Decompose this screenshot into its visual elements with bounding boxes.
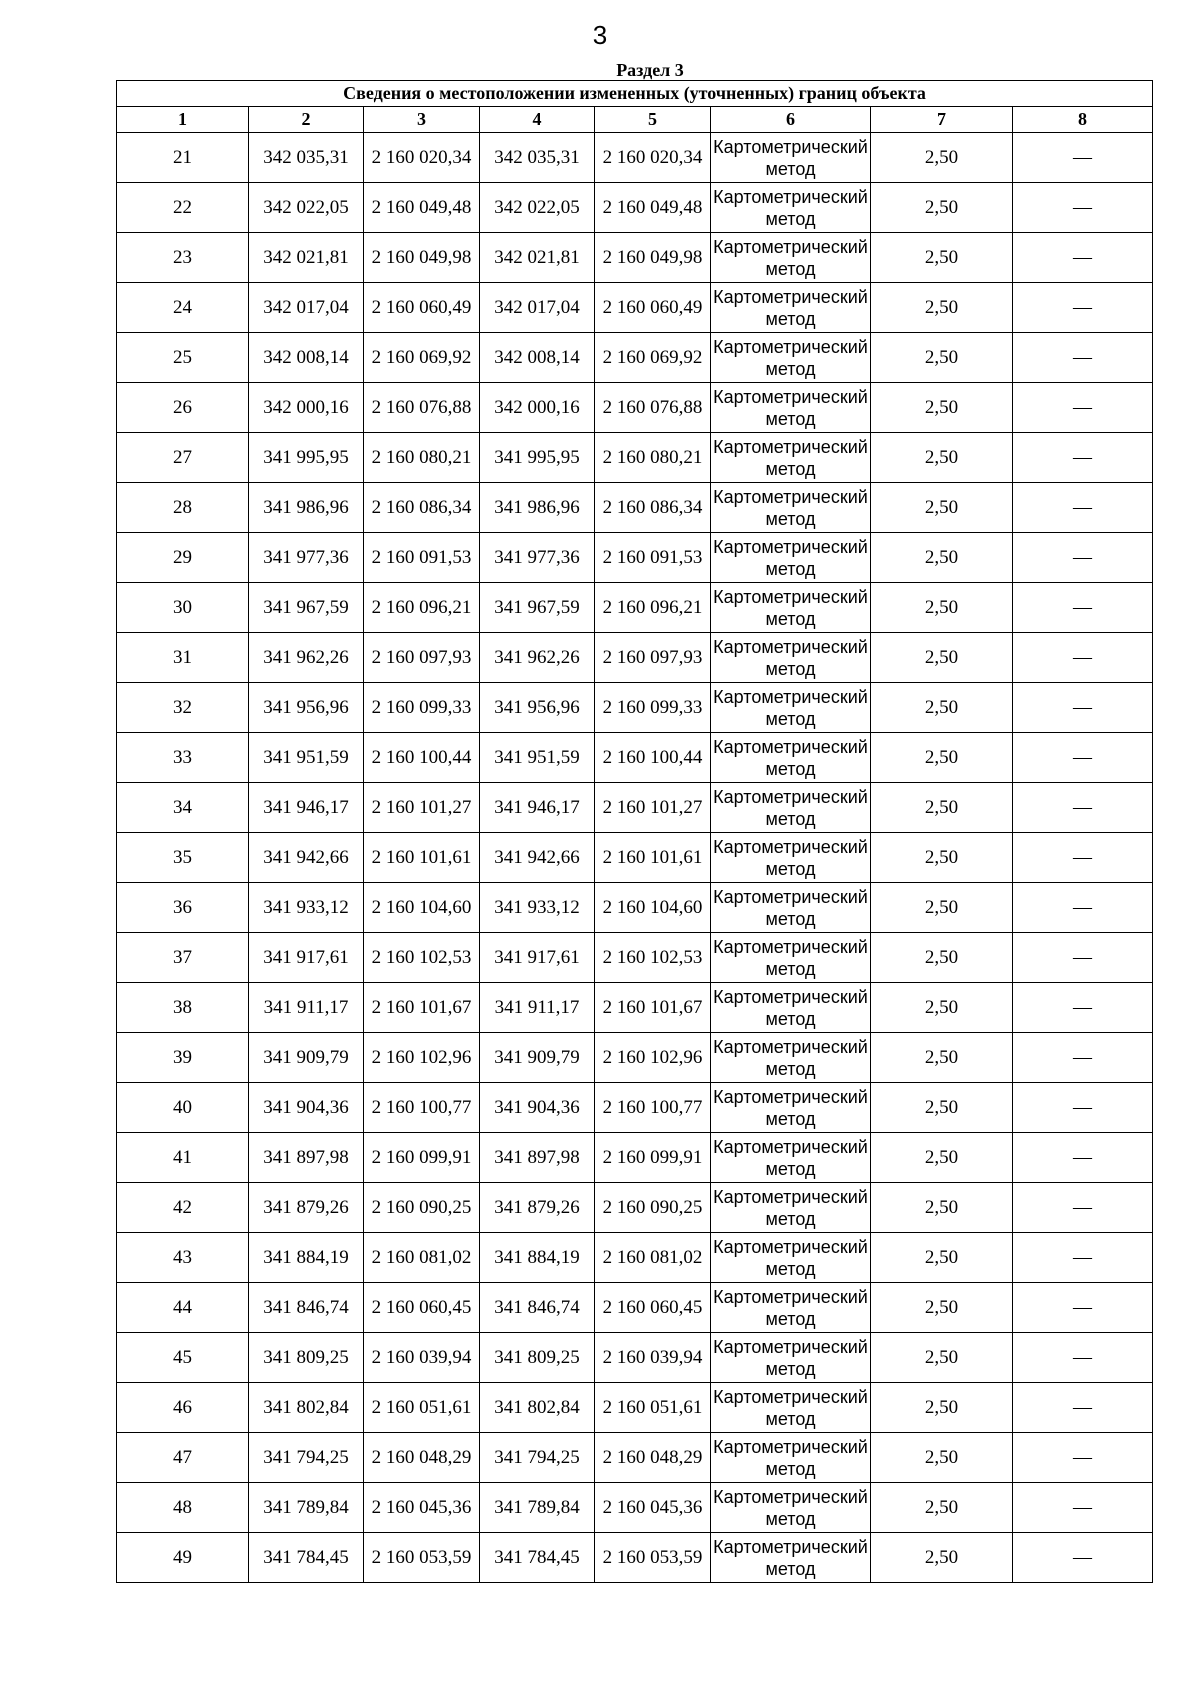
accuracy-cell: 2,50 bbox=[871, 433, 1013, 483]
accuracy-cell: 2,50 bbox=[871, 1483, 1013, 1533]
table-row bbox=[117, 1333, 1153, 1383]
table-row bbox=[117, 633, 1153, 683]
table-row bbox=[117, 183, 1153, 233]
existing-y-cell: 2 160 101,61 bbox=[364, 833, 480, 883]
existing-x-cell: 341 942,66 bbox=[249, 833, 364, 883]
existing-y-cell: 2 160 060,45 bbox=[364, 1283, 480, 1333]
existing-x-cell: 342 022,05 bbox=[249, 183, 364, 233]
existing-x-cell: 341 956,96 bbox=[249, 683, 364, 733]
existing-y-cell: 2 160 049,48 bbox=[364, 183, 480, 233]
refined-y-cell: 2 160 039,94 bbox=[595, 1333, 711, 1383]
refined-x-cell: 341 884,19 bbox=[480, 1233, 595, 1283]
accuracy-cell: 2,50 bbox=[871, 683, 1013, 733]
refined-x-cell: 342 000,16 bbox=[480, 383, 595, 433]
note-cell: — bbox=[1013, 1033, 1153, 1083]
table-row bbox=[117, 933, 1153, 983]
table-row bbox=[117, 883, 1153, 933]
existing-x-cell: 341 802,84 bbox=[249, 1383, 364, 1433]
refined-y-cell: 2 160 049,98 bbox=[595, 233, 711, 283]
existing-y-cell: 2 160 099,33 bbox=[364, 683, 480, 733]
point-number-cell: 23 bbox=[117, 233, 249, 283]
point-number-cell: 46 bbox=[117, 1383, 249, 1433]
refined-x-cell: 341 784,45 bbox=[480, 1533, 595, 1583]
accuracy-cell: 2,50 bbox=[871, 1433, 1013, 1483]
point-number-cell: 43 bbox=[117, 1233, 249, 1283]
method-cell: Картометрический метод bbox=[711, 1183, 871, 1233]
note-cell: — bbox=[1013, 1233, 1153, 1283]
method-cell: Картометрический метод bbox=[711, 483, 871, 533]
point-number-cell: 42 bbox=[117, 1183, 249, 1233]
point-number-cell: 33 bbox=[117, 733, 249, 783]
existing-x-cell: 341 933,12 bbox=[249, 883, 364, 933]
point-number-cell: 45 bbox=[117, 1333, 249, 1383]
point-number-cell: 36 bbox=[117, 883, 249, 933]
table-row bbox=[117, 683, 1153, 733]
accuracy-cell: 2,50 bbox=[871, 333, 1013, 383]
existing-x-cell: 341 917,61 bbox=[249, 933, 364, 983]
note-cell: — bbox=[1013, 333, 1153, 383]
method-cell: Картометрический метод bbox=[711, 133, 871, 183]
point-number-cell: 32 bbox=[117, 683, 249, 733]
note-cell: — bbox=[1013, 1083, 1153, 1133]
note-cell: — bbox=[1013, 1533, 1153, 1583]
existing-x-cell: 341 789,84 bbox=[249, 1483, 364, 1533]
note-cell: — bbox=[1013, 233, 1153, 283]
accuracy-cell: 2,50 bbox=[871, 783, 1013, 833]
refined-y-cell: 2 160 101,27 bbox=[595, 783, 711, 833]
refined-x-cell: 341 956,96 bbox=[480, 683, 595, 733]
existing-y-cell: 2 160 086,34 bbox=[364, 483, 480, 533]
refined-y-cell: 2 160 099,91 bbox=[595, 1133, 711, 1183]
refined-x-cell: 341 942,66 bbox=[480, 833, 595, 883]
method-cell: Картометрический метод bbox=[711, 233, 871, 283]
refined-y-cell: 2 160 090,25 bbox=[595, 1183, 711, 1233]
method-cell: Картометрический метод bbox=[711, 1483, 871, 1533]
refined-x-cell: 341 917,61 bbox=[480, 933, 595, 983]
existing-x-cell: 341 911,17 bbox=[249, 983, 364, 1033]
method-cell: Картометрический метод bbox=[711, 183, 871, 233]
point-number-cell: 48 bbox=[117, 1483, 249, 1533]
refined-y-cell: 2 160 101,67 bbox=[595, 983, 711, 1033]
refined-x-cell: 342 022,05 bbox=[480, 183, 595, 233]
table-row bbox=[117, 833, 1153, 883]
point-number-cell: 47 bbox=[117, 1433, 249, 1483]
point-number-cell: 31 bbox=[117, 633, 249, 683]
refined-x-cell: 341 995,95 bbox=[480, 433, 595, 483]
table-row bbox=[117, 1383, 1153, 1433]
accuracy-cell: 2,50 bbox=[871, 233, 1013, 283]
note-cell: — bbox=[1013, 1433, 1153, 1483]
accuracy-cell: 2,50 bbox=[871, 383, 1013, 433]
note-cell: — bbox=[1013, 1483, 1153, 1533]
refined-y-cell: 2 160 099,33 bbox=[595, 683, 711, 733]
point-number-cell: 44 bbox=[117, 1283, 249, 1333]
refined-y-cell: 2 160 051,61 bbox=[595, 1383, 711, 1433]
existing-x-cell: 341 909,79 bbox=[249, 1033, 364, 1083]
refined-y-cell: 2 160 081,02 bbox=[595, 1233, 711, 1283]
note-cell: — bbox=[1013, 633, 1153, 683]
refined-x-cell: 341 933,12 bbox=[480, 883, 595, 933]
existing-y-cell: 2 160 045,36 bbox=[364, 1483, 480, 1533]
refined-y-cell: 2 160 102,96 bbox=[595, 1033, 711, 1083]
refined-y-cell: 2 160 080,21 bbox=[595, 433, 711, 483]
accuracy-cell: 2,50 bbox=[871, 1083, 1013, 1133]
existing-x-cell: 341 962,26 bbox=[249, 633, 364, 683]
method-cell: Картометрический метод bbox=[711, 833, 871, 883]
accuracy-cell: 2,50 bbox=[871, 1333, 1013, 1383]
existing-y-cell: 2 160 090,25 bbox=[364, 1183, 480, 1233]
table-row bbox=[117, 1083, 1153, 1133]
refined-y-cell: 2 160 048,29 bbox=[595, 1433, 711, 1483]
table-caption: Сведения о местоположении измененных (уточненных) границ объекта bbox=[117, 81, 1153, 107]
refined-y-cell: 2 160 102,53 bbox=[595, 933, 711, 983]
refined-x-cell: 342 021,81 bbox=[480, 233, 595, 283]
refined-y-cell: 2 160 096,21 bbox=[595, 583, 711, 633]
refined-x-cell: 341 911,17 bbox=[480, 983, 595, 1033]
existing-y-cell: 2 160 020,34 bbox=[364, 133, 480, 183]
existing-y-cell: 2 160 096,21 bbox=[364, 583, 480, 633]
point-number-cell: 27 bbox=[117, 433, 249, 483]
refined-y-cell: 2 160 053,59 bbox=[595, 1533, 711, 1583]
existing-x-cell: 341 884,19 bbox=[249, 1233, 364, 1283]
method-cell: Картометрический метод bbox=[711, 1033, 871, 1083]
accuracy-cell: 2,50 bbox=[871, 1033, 1013, 1083]
refined-x-cell: 341 962,26 bbox=[480, 633, 595, 683]
accuracy-cell: 2,50 bbox=[871, 1133, 1013, 1183]
existing-x-cell: 342 000,16 bbox=[249, 383, 364, 433]
table-row bbox=[117, 233, 1153, 283]
existing-y-cell: 2 160 091,53 bbox=[364, 533, 480, 583]
method-cell: Картометрический метод bbox=[711, 1133, 871, 1183]
point-number-cell: 25 bbox=[117, 333, 249, 383]
refined-x-cell: 342 017,04 bbox=[480, 283, 595, 333]
existing-x-cell: 341 897,98 bbox=[249, 1133, 364, 1183]
accuracy-cell: 2,50 bbox=[871, 883, 1013, 933]
note-cell: — bbox=[1013, 783, 1153, 833]
existing-x-cell: 342 021,81 bbox=[249, 233, 364, 283]
table-row bbox=[117, 1483, 1153, 1533]
existing-x-cell: 341 809,25 bbox=[249, 1333, 364, 1383]
refined-x-cell: 341 977,36 bbox=[480, 533, 595, 583]
existing-x-cell: 342 008,14 bbox=[249, 333, 364, 383]
existing-y-cell: 2 160 053,59 bbox=[364, 1533, 480, 1583]
refined-y-cell: 2 160 101,61 bbox=[595, 833, 711, 883]
note-cell: — bbox=[1013, 983, 1153, 1033]
page-number: 3 bbox=[592, 20, 608, 50]
note-cell: — bbox=[1013, 883, 1153, 933]
method-cell: Картометрический метод bbox=[711, 1383, 871, 1433]
existing-y-cell: 2 160 102,53 bbox=[364, 933, 480, 983]
refined-x-cell: 341 967,59 bbox=[480, 583, 595, 633]
accuracy-cell: 2,50 bbox=[871, 1283, 1013, 1333]
refined-x-cell: 341 802,84 bbox=[480, 1383, 595, 1433]
note-cell: — bbox=[1013, 733, 1153, 783]
method-cell: Картометрический метод bbox=[711, 1433, 871, 1483]
point-number-cell: 35 bbox=[117, 833, 249, 883]
method-cell: Картометрический метод bbox=[711, 983, 871, 1033]
method-cell: Картометрический метод bbox=[711, 383, 871, 433]
existing-y-cell: 2 160 081,02 bbox=[364, 1233, 480, 1283]
method-cell: Картометрический метод bbox=[711, 933, 871, 983]
method-cell: Картометрический метод bbox=[711, 583, 871, 633]
method-cell: Картометрический метод bbox=[711, 733, 871, 783]
accuracy-cell: 2,50 bbox=[871, 1233, 1013, 1283]
table-body bbox=[117, 133, 1153, 1583]
accuracy-cell: 2,50 bbox=[871, 483, 1013, 533]
method-cell: Картометрический метод bbox=[711, 783, 871, 833]
point-number-cell: 29 bbox=[117, 533, 249, 583]
method-cell: Картометрический метод bbox=[711, 633, 871, 683]
note-cell: — bbox=[1013, 583, 1153, 633]
note-cell: — bbox=[1013, 533, 1153, 583]
existing-x-cell: 341 946,17 bbox=[249, 783, 364, 833]
accuracy-cell: 2,50 bbox=[871, 533, 1013, 583]
method-cell: Картометрический метод bbox=[711, 333, 871, 383]
point-number-cell: 39 bbox=[117, 1033, 249, 1083]
section-title: Раздел 3 bbox=[616, 60, 684, 80]
point-number-cell: 22 bbox=[117, 183, 249, 233]
accuracy-cell: 2,50 bbox=[871, 183, 1013, 233]
refined-x-cell: 341 794,25 bbox=[480, 1433, 595, 1483]
existing-y-cell: 2 160 104,60 bbox=[364, 883, 480, 933]
accuracy-cell: 2,50 bbox=[871, 833, 1013, 883]
existing-y-cell: 2 160 101,67 bbox=[364, 983, 480, 1033]
table-row bbox=[117, 733, 1153, 783]
point-number-cell: 26 bbox=[117, 383, 249, 433]
existing-x-cell: 341 879,26 bbox=[249, 1183, 364, 1233]
refined-x-cell: 341 846,74 bbox=[480, 1283, 595, 1333]
refined-y-cell: 2 160 076,88 bbox=[595, 383, 711, 433]
refined-x-cell: 341 897,98 bbox=[480, 1133, 595, 1183]
point-number-cell: 49 bbox=[117, 1533, 249, 1583]
existing-y-cell: 2 160 048,29 bbox=[364, 1433, 480, 1483]
existing-y-cell: 2 160 080,21 bbox=[364, 433, 480, 483]
existing-y-cell: 2 160 100,44 bbox=[364, 733, 480, 783]
table-row bbox=[117, 583, 1153, 633]
refined-x-cell: 341 986,96 bbox=[480, 483, 595, 533]
table-row bbox=[117, 783, 1153, 833]
existing-x-cell: 341 977,36 bbox=[249, 533, 364, 583]
method-cell: Картометрический метод bbox=[711, 533, 871, 583]
refined-x-cell: 341 879,26 bbox=[480, 1183, 595, 1233]
point-number-cell: 34 bbox=[117, 783, 249, 833]
accuracy-cell: 2,50 bbox=[871, 1183, 1013, 1233]
note-cell: — bbox=[1013, 683, 1153, 733]
refined-y-cell: 2 160 069,92 bbox=[595, 333, 711, 383]
refined-y-cell: 2 160 100,77 bbox=[595, 1083, 711, 1133]
existing-y-cell: 2 160 069,92 bbox=[364, 333, 480, 383]
method-cell: Картометрический метод bbox=[711, 883, 871, 933]
refined-y-cell: 2 160 060,45 bbox=[595, 1283, 711, 1333]
method-cell: Картометрический метод bbox=[711, 1083, 871, 1133]
column-number: 5 bbox=[595, 107, 711, 133]
table-row bbox=[117, 1033, 1153, 1083]
note-cell: — bbox=[1013, 483, 1153, 533]
existing-y-cell: 2 160 076,88 bbox=[364, 383, 480, 433]
existing-y-cell: 2 160 051,61 bbox=[364, 1383, 480, 1433]
method-cell: Картометрический метод bbox=[711, 683, 871, 733]
note-cell: — bbox=[1013, 1333, 1153, 1383]
column-number: 7 bbox=[871, 107, 1013, 133]
column-number: 3 bbox=[364, 107, 480, 133]
point-number-cell: 38 bbox=[117, 983, 249, 1033]
refined-y-cell: 2 160 020,34 bbox=[595, 133, 711, 183]
refined-x-cell: 341 904,36 bbox=[480, 1083, 595, 1133]
accuracy-cell: 2,50 bbox=[871, 283, 1013, 333]
existing-y-cell: 2 160 099,91 bbox=[364, 1133, 480, 1183]
point-number-cell: 24 bbox=[117, 283, 249, 333]
refined-x-cell: 341 789,84 bbox=[480, 1483, 595, 1533]
column-number: 1 bbox=[117, 107, 249, 133]
note-cell: — bbox=[1013, 133, 1153, 183]
existing-x-cell: 341 904,36 bbox=[249, 1083, 364, 1133]
note-cell: — bbox=[1013, 183, 1153, 233]
existing-y-cell: 2 160 060,49 bbox=[364, 283, 480, 333]
table-row bbox=[117, 133, 1153, 183]
refined-x-cell: 341 951,59 bbox=[480, 733, 595, 783]
column-number: 6 bbox=[711, 107, 871, 133]
existing-y-cell: 2 160 049,98 bbox=[364, 233, 480, 283]
point-number-cell: 37 bbox=[117, 933, 249, 983]
existing-y-cell: 2 160 102,96 bbox=[364, 1033, 480, 1083]
table-row bbox=[117, 283, 1153, 333]
refined-x-cell: 341 909,79 bbox=[480, 1033, 595, 1083]
table-row bbox=[117, 433, 1153, 483]
refined-y-cell: 2 160 104,60 bbox=[595, 883, 711, 933]
column-number: 8 bbox=[1013, 107, 1153, 133]
method-cell: Картометрический метод bbox=[711, 1233, 871, 1283]
accuracy-cell: 2,50 bbox=[871, 633, 1013, 683]
table-row bbox=[117, 1433, 1153, 1483]
accuracy-cell: 2,50 bbox=[871, 983, 1013, 1033]
method-cell: Картометрический метод bbox=[711, 1283, 871, 1333]
existing-x-cell: 342 017,04 bbox=[249, 283, 364, 333]
existing-x-cell: 341 784,45 bbox=[249, 1533, 364, 1583]
column-number-row bbox=[117, 107, 1153, 133]
existing-x-cell: 341 794,25 bbox=[249, 1433, 364, 1483]
point-number-cell: 41 bbox=[117, 1133, 249, 1183]
coordinates-table bbox=[116, 80, 1153, 1583]
refined-y-cell: 2 160 091,53 bbox=[595, 533, 711, 583]
existing-y-cell: 2 160 101,27 bbox=[364, 783, 480, 833]
note-cell: — bbox=[1013, 383, 1153, 433]
refined-x-cell: 341 809,25 bbox=[480, 1333, 595, 1383]
refined-y-cell: 2 160 060,49 bbox=[595, 283, 711, 333]
note-cell: — bbox=[1013, 933, 1153, 983]
method-cell: Картометрический метод bbox=[711, 1333, 871, 1383]
existing-y-cell: 2 160 039,94 bbox=[364, 1333, 480, 1383]
refined-x-cell: 342 035,31 bbox=[480, 133, 595, 183]
note-cell: — bbox=[1013, 1383, 1153, 1433]
refined-x-cell: 342 008,14 bbox=[480, 333, 595, 383]
refined-y-cell: 2 160 086,34 bbox=[595, 483, 711, 533]
existing-x-cell: 341 967,59 bbox=[249, 583, 364, 633]
note-cell: — bbox=[1013, 1283, 1153, 1333]
note-cell: — bbox=[1013, 833, 1153, 883]
existing-x-cell: 341 986,96 bbox=[249, 483, 364, 533]
existing-y-cell: 2 160 100,77 bbox=[364, 1083, 480, 1133]
refined-x-cell: 341 946,17 bbox=[480, 783, 595, 833]
accuracy-cell: 2,50 bbox=[871, 733, 1013, 783]
point-number-cell: 28 bbox=[117, 483, 249, 533]
existing-y-cell: 2 160 097,93 bbox=[364, 633, 480, 683]
table-row bbox=[117, 1533, 1153, 1583]
existing-x-cell: 341 995,95 bbox=[249, 433, 364, 483]
refined-y-cell: 2 160 100,44 bbox=[595, 733, 711, 783]
table-row bbox=[117, 1283, 1153, 1333]
note-cell: — bbox=[1013, 433, 1153, 483]
method-cell: Картометрический метод bbox=[711, 1533, 871, 1583]
column-number: 2 bbox=[249, 107, 364, 133]
table-row bbox=[117, 1133, 1153, 1183]
table-row bbox=[117, 1233, 1153, 1283]
method-cell: Картометрический метод bbox=[711, 283, 871, 333]
point-number-cell: 30 bbox=[117, 583, 249, 633]
table-row bbox=[117, 483, 1153, 533]
table-caption-row bbox=[117, 81, 1153, 107]
column-number: 4 bbox=[480, 107, 595, 133]
point-number-cell: 40 bbox=[117, 1083, 249, 1133]
refined-y-cell: 2 160 049,48 bbox=[595, 183, 711, 233]
accuracy-cell: 2,50 bbox=[871, 583, 1013, 633]
existing-x-cell: 341 951,59 bbox=[249, 733, 364, 783]
note-cell: — bbox=[1013, 1133, 1153, 1183]
accuracy-cell: 2,50 bbox=[871, 1533, 1013, 1583]
table-row bbox=[117, 333, 1153, 383]
note-cell: — bbox=[1013, 283, 1153, 333]
refined-y-cell: 2 160 045,36 bbox=[595, 1483, 711, 1533]
table-row bbox=[117, 1183, 1153, 1233]
point-number-cell: 21 bbox=[117, 133, 249, 183]
accuracy-cell: 2,50 bbox=[871, 1383, 1013, 1433]
note-cell: — bbox=[1013, 1183, 1153, 1233]
table-row bbox=[117, 533, 1153, 583]
refined-y-cell: 2 160 097,93 bbox=[595, 633, 711, 683]
existing-x-cell: 342 035,31 bbox=[249, 133, 364, 183]
table-row bbox=[117, 383, 1153, 433]
accuracy-cell: 2,50 bbox=[871, 133, 1013, 183]
accuracy-cell: 2,50 bbox=[871, 933, 1013, 983]
method-cell: Картометрический метод bbox=[711, 433, 871, 483]
table-row bbox=[117, 983, 1153, 1033]
existing-x-cell: 341 846,74 bbox=[249, 1283, 364, 1333]
